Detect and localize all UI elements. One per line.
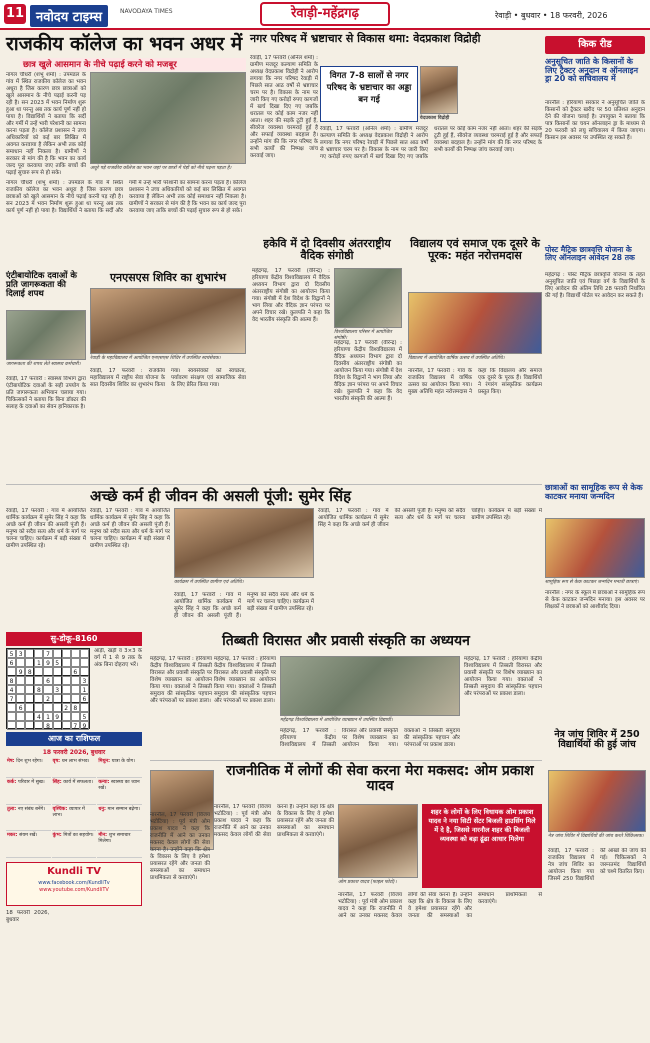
sudoku-cell[interactable]: 1 [80,685,89,694]
kick-body-2: महेंद्रगढ़ : पोस्ट मैट्रिक छात्रवृत्ति योजना के तहत अनुसूचित जाति एवं पिछड़ा वर्ग के विद्यार्थियों के लिए आवेदन की अंतिम तिथि 28 फरवरी निर्धारित की गई है। विद्यार्थी पोर्टल पर आवेदन कर सकते हैं। [545,272,645,299]
sudoku-cell[interactable] [80,667,89,676]
rashifal-item [97,806,142,832]
sudoku-cell[interactable] [25,649,34,658]
rashifal-text-item: स्वास्थ्य का ध्यान रखें। [98,779,140,791]
rashifal-grid [6,758,142,858]
rashifal-item [52,832,97,858]
sudoku-cell[interactable]: 3 [16,649,25,658]
karma-photo [174,508,314,578]
page-number: 11 [4,4,26,24]
kick-headline-3: छात्राओं का सामूहिक रूप से केक काटकर मनाया जन्मदिन [545,483,643,501]
rashifal-text-item: धन लाभ संभव। [61,759,90,764]
eye-photo [548,770,646,832]
antibiotic-headline: एंटीबायोटिक दवाओं के प्रति जागरूकता की दिलाई शपथ [6,271,77,300]
sudoku-cell[interactable] [62,667,71,676]
kundli-ad-yt[interactable]: www.youtube.com/KundliTV [39,887,109,893]
corruption-pullquote: विगत 7-8 सालों से नगर परिषद के भ्रष्टाचार का अड्डा बन गई [320,66,418,122]
karma-body-3: रेवाड़ी, 17 फरवरी : गांव में आयोजित धार्मिक कार्यक्रम में सुमेर सिंह ने कहा कि अच्छे कर्म ही जीवन की असली पूंजी हैं। मनुष्य को सदैव सत्य और धर्म के मार्ग पर चलना चाहिए। कार्यक्रम में बड़ी संख्या में ग्रामीण उपस्थित रहे। [174,592,314,619]
sudoku-cell[interactable] [43,685,52,694]
sudoku-cell[interactable] [16,721,25,730]
society-headline: विद्यालय एवं समाज एक दूसरे के पूरक: महंत नरोत्तमदास [410,237,540,262]
sudoku-cell[interactable]: 1 [34,658,43,667]
antibiotic-photo [6,310,86,360]
sudoku-cell[interactable]: 4 [34,712,43,721]
tibet-headline: तिब्बती विरासत और प्रवासी संस्कृति का अध्ययन [222,633,470,649]
karma-body-2: रेवाड़ी, 17 फरवरी : गांव में आयोजित धार्मिक कार्यक्रम में सुमेर सिंह ने कहा कि अच्छे कर्म ही जीवन की असली पूंजी हैं। मनुष्य को सदैव सत्य और धर्म के मार्ग पर चलना चाहिए। कार्यक्रम में बड़ी संख्या में ग्रामीण उपस्थित रहे। [90,508,170,549]
sudoku-cell[interactable] [62,712,71,721]
sudoku-cell[interactable] [80,703,89,712]
section-title: रेवाड़ी-महेंद्रगढ़ [260,2,390,26]
rashifal-text-item: व्यापार में लाभ। [52,806,85,818]
sudoku-cell[interactable] [71,694,80,703]
sudoku-cell[interactable]: 8 [34,685,43,694]
sudoku-cell[interactable]: 3 [53,685,62,694]
sudoku-cell[interactable]: 8 [71,703,80,712]
sudoku-cell[interactable]: 9 [16,667,25,676]
sudoku-cell[interactable] [34,676,43,685]
sudoku-cell[interactable] [80,658,89,667]
tibet-photo [280,656,460,716]
vedic-headline: हकेवि में दो दिवसीय अंतरराष्ट्रीय वैदिक संगोष्ठी [263,237,391,262]
society-photo [408,292,542,354]
sudoku-cell[interactable]: 6 [7,658,16,667]
sudoku-cell[interactable]: 8 [7,676,16,685]
rashifal-item [97,832,142,858]
corruption-person-name: वेदप्रकाश विद्रोही [420,116,450,121]
sudoku-cell[interactable]: 1 [43,712,52,721]
rashifal-sign: मकर: [7,833,20,839]
divider [6,484,542,485]
rashifal-text-item: मित्रों का सहयोग। [63,833,94,839]
sudoku-cell[interactable]: 6 [71,667,80,676]
rashifal-sign: वृश्चिक: [52,806,69,812]
sudoku-cell[interactable]: 6 [16,703,25,712]
corruption-body-1: रेवाड़ी, 17 फरवरी (अनिल शर्मा) : ग्रामीण मजदूर कल्याण समिति के अध्यक्ष वेदप्रकाश विद्रोही ने आरोप लगाया कि नगर परिषद रेवाड़ी में पिछले सात आठ वर्षों से भ्रष्टाचार चरम पर है। विकास के नाम पर जारी किए गए करोड़ों रुपए कागजों में खर्च दिखा दिए गए जबकि धरातल पर कोई काम नजर नहीं आता। शहर की सड़कें टूटी हुई हैं, सीवरेज व्यवस्था चरमराई हुई है और सफाई व्यवस्था बदहाल है। उन्होंने मांग की कि नगर परिषद के सभी कार्यों की निष्पक्ष जांच करवाई जाए। [250,55,318,159]
rashifal-sign: कन्या: [98,779,112,785]
sudoku-cell[interactable]: 9 [53,712,62,721]
rashifal-text-item: नए संबंध बनेंगे। [17,806,46,812]
rashifal-sign: वृष: [52,759,62,764]
sudoku-cell[interactable] [7,721,16,730]
sudoku-cell[interactable] [7,712,16,721]
sudoku-cell[interactable] [43,703,52,712]
vedic-photo [334,268,402,328]
rashifal-sign: मिथुन: [98,759,112,764]
sudoku-cell[interactable] [53,676,62,685]
rashifal-text-item: संयम रखें। [19,833,38,839]
sudoku-cell[interactable]: 9 [43,658,52,667]
politics-body-1: नारनौल, 17 फरवरी (विजय भटोटिया) : पूर्व मंत्री ओम प्रकाश यादव ने कहा कि राजनीति में आने का उनका मकसद केवल लोगों की सेवा करना है। उन्होंने कहा कि क्षेत्र के विकास के लिए वे हमेशा प्रयासरत रहेंगे और जनता की समस्याओं का समाधान प्राथमिकता से करवाएंगे। [150,812,210,881]
kick-read-label: किक रीड [545,36,645,54]
rashifal-sign: तुला: [7,806,18,812]
eye-headline: नेत्र जांच शिविर में 250 विद्यार्थियों की हुई जांच [554,729,640,751]
sudoku-cell[interactable] [53,694,62,703]
corruption-body-2: रेवाड़ी, 17 फरवरी (अनिल शर्मा) : ग्रामीण मजदूर कल्याण समिति के अध्यक्ष वेदप्रकाश विद्रोही ने आरोप लगाया कि नगर परिषद रेवाड़ी में पिछले सात आठ वर्षों से भ्रष्टाचार चरम पर है। विकास के नाम पर जारी किए गए करोड़ों रुपए कागजों में खर्च दिखा दिए गए जबकि धरातल पर कोई काम नजर नहीं आता। शहर की सड़कें टूटी हुई हैं, सीवरेज व्यवस्था चरमराई हुई है और सफाई व्यवस्था बदहाल है। उन्होंने मांग की कि नगर परिषद के सभी कार्यों की निष्पक्ष जांच करवाई जाए। [320,126,542,160]
eye-caption: नेत्र जांच शिविर में विद्यार्थियों की जांच करते चिकित्सक। [548,834,644,839]
brand-logo: नवोदय टाइम्स [30,5,108,27]
karma-headline: अच्छे कर्म ही जीवन की असली पूंजी: सुमेर सिंह [90,487,352,505]
sudoku-cell[interactable] [25,685,34,694]
karma-body-1: रेवाड़ी, 17 फरवरी : गांव में आयोजित धार्मिक कार्यक्रम में सुमेर सिंह ने कहा कि अच्छे कर्म ही जीवन की असली पूंजी हैं। मनुष्य को सदैव सत्य और धर्म के मार्ग पर चलना चाहिए। कार्यक्रम में बड़ी संख्या में ग्रामीण उपस्थित रहे। [6,508,86,549]
sudoku-cell[interactable] [62,676,71,685]
rashifal-sign: धनु: [98,806,108,812]
sudoku-cell[interactable]: 2 [62,703,71,712]
nss-photo [90,288,246,354]
rashifal-item [52,758,97,778]
corruption-person-photo [420,66,458,114]
nss-body: रेवाड़ी, 17 फरवरी : राजकीय महाविद्यालय में राष्ट्रीय सेवा योजना के सात दिवसीय शिविर का शुभारंभ किया गया। स्वयंसेवकों को स्वच्छता, पर्यावरण संरक्षण एवं सामाजिक सेवा के लिए प्रेरित किया गया। [90,368,246,388]
sudoku-cell[interactable] [80,649,89,658]
kick-headline-2: पोस्ट मैट्रिक छात्रवृत्ति योजना के लिए ऑनलाइन आवेदन 28 तक [545,245,635,263]
sudoku-cell[interactable] [25,703,34,712]
sudoku-cell[interactable] [43,667,52,676]
politics-body-3: नारनौल, 17 फरवरी (विजय भटोटिया) : पूर्व मंत्री ओम प्रकाश यादव ने कहा कि राजनीति में आने का उनका मकसद केवल लोगों की सेवा करना है। उन्होंने कहा कि क्षेत्र के विकास के लिए वे हमेशा प्रयासरत रहेंगे और जनता की समस्याओं का समाधान प्राथमिकता से करवाएंगे। [338,892,542,919]
vedic-body-2: महेंद्रगढ़, 17 फरवरी (वीरेन्द्र) : हरियाणा केंद्रीय विश्वविद्यालय में वैदिक अध्ययन विभाग द्वारा दो दिवसीय अंतरराष्ट्रीय संगोष्ठी का आयोजन किया गया। संगोष्ठी में देश विदेश के विद्वानों ने भाग लिया और वैदिक ज्ञान परंपरा पर अपने विचार रखे। कुलपति ने कहा कि वेद भारतीय संस्कृति की आत्मा हैं। [334,340,402,402]
sudoku-cell[interactable] [25,712,34,721]
sudoku-cell[interactable] [25,658,34,667]
sudoku-cell[interactable] [16,658,25,667]
rashifal-sign: कुंभ: [52,833,64,839]
sudoku-cell[interactable]: 6 [43,676,52,685]
sudoku-cell[interactable]: 5 [53,658,62,667]
karma-caption: कार्यक्रम में उपस्थित ग्रामीण एवं अतिथि। [174,580,244,585]
sudoku-cell[interactable] [16,685,25,694]
rashifal-item [97,758,142,778]
antibiotic-body: रेवाड़ी, 17 फरवरी : स्वास्थ्य विभाग द्वारा एंटीबायोटिक दवाओं के सही उपयोग के प्रति जागरूकता अभियान चलाया गया। चिकित्सकों ने बताया कि बिना डॉक्टर की सलाह के दवाओं का सेवन हानिकारक है। [6,376,86,410]
tibet-body-3: महेंद्रगढ़, 17 फरवरी : हरियाणा केंद्रीय विश्वविद्यालय में तिब्बती विरासत और प्रवासी संस्कृति पर विशेष व्याख्यान का आयोजन किया गया। वक्ताओं ने तिब्बती समुदाय की सांस्कृतिक पहचान और परंपराओं पर प्रकाश डाला। [280,728,460,748]
sudoku-cell[interactable]: 9 [80,721,89,730]
rashifal-item [6,832,51,858]
vedic-body-1: महेंद्रगढ़, 17 फरवरी (वीरेन्द्र) : हरियाणा केंद्रीय विश्वविद्यालय में वैदिक अध्ययन विभाग द्वारा दो दिवसीय अंतरराष्ट्रीय संगोष्ठी का आयोजन किया गया। संगोष्ठी में देश विदेश के विद्वानों ने भाग लिया और वैदिक ज्ञान परंपरा पर अपने विचार रखे। कुलपति ने कहा कि वेद भारतीय संस्कृति की आत्मा हैं। [252,268,330,323]
nss-headline: एनएसएस शिविर का शुभारंभ [109,271,227,284]
rashifal-text: 18 फरवरी 2026, बुधवार [6,910,50,923]
sudoku-cell[interactable] [25,676,34,685]
lead-headline: राजकीय कॉलेज का भवन अधर में [6,33,243,55]
sudoku-grid[interactable] [6,648,90,729]
rashifal-item [6,758,51,778]
rashifal-sign: सिंह: [52,779,64,785]
corruption-headline: नगर परिषद में भ्रष्टाचार से विकास थमा: वेदप्रकाश विद्रोही [250,32,481,45]
kundli-ad [6,862,142,906]
sudoku-cell[interactable]: 8 [25,667,34,676]
sudoku-cell[interactable] [71,685,80,694]
sudoku-cell[interactable] [25,694,34,703]
kick-photo-3 [545,518,645,578]
society-caption: विद्यालय में आयोजित वार्षिक उत्सव में उपस्थित अतिथि। [408,356,505,361]
sudoku-cell[interactable] [71,676,80,685]
sudoku-cell[interactable] [62,685,71,694]
kundli-ad-fb[interactable]: www.facebook.com/KundliTv [38,880,110,886]
rashifal-date: 18 फरवरी 2026, बुधवार [42,749,106,756]
sudoku-cell[interactable] [34,721,43,730]
lead-body-cont: नांगल चौधरी (शंभू शर्मा) : उपमंडल के गांव में स्थित राजकीय कॉलेज का भवन अधूरा है जिस कारण छात्र छात्राओं को खुले आसमान के नीचे पढ़ाई करनी पड़ रही है। सन 2023 में भवन निर्माण शुरू हुआ था परन्तु अब तक कार्य पूर्ण नहीं हो पाया है। विद्यार्थियों ने बताया कि सर्दी और गर्मी में उन्हें भारी परेशानी का सामना करना पड़ता है। कॉलेज प्रशासन ने उच्च अधिकारियों को कई बार लिखित में अवगत करवाया है लेकिन अभी तक कोई समाधान नहीं निकला है। ग्रामीणों ने सरकार से मांग की है कि भवन का कार्य जल्द पूरा करवाया जाए ताकि बच्चों की पढ़ाई सुचारु रूप से हो सके। [6,180,246,214]
nss-caption: रेवाड़ी के महाविद्यालय में आयोजित एनएसएस शिविर में उपस्थित स्वयंसेवक। [90,356,221,361]
sudoku-cell[interactable] [53,721,62,730]
politics-body-2: नारनौल, 17 फरवरी (विजय भटोटिया) : पूर्व मंत्री ओम प्रकाश यादव ने कहा कि राजनीति में आने का उनका मकसद केवल लोगों की सेवा करना है। उन्होंने कहा कि क्षेत्र के विकास के लिए वे हमेशा प्रयासरत रहेंगे और जनता की समस्याओं का समाधान प्राथमिकता से करवाएंगे। [214,804,334,838]
sudoku-cell[interactable] [7,703,16,712]
sudoku-cell[interactable] [53,649,62,658]
tibet-body-1: महेंद्रगढ़, 17 फरवरी : हरियाणा केंद्रीय विश्वविद्यालय में तिब्बती विरासत और प्रवासी संस्कृति पर विशेष व्याख्यान का आयोजन किया गया। वक्ताओं ने तिब्बती समुदाय की सांस्कृतिक पहचान और परंपराओं पर प्रकाश डाला। [150,656,212,704]
sudoku-cell[interactable]: 4 [7,685,16,694]
sudoku-label: सु-डोकू-8160 [6,632,142,646]
brand-tagline: NAVODAYA TIMES [120,8,173,15]
kick-caption-3: सामूहिक रूप से केक काटकर जन्मदिन मनाती छात्राएं। [545,580,639,585]
karma-body-4: रेवाड़ी, 17 फरवरी : गांव में आयोजित धार्मिक कार्यक्रम में सुमेर सिंह ने कहा कि अच्छे कर्म ही जीवन की असली पूंजी हैं। मनुष्य को सदैव सत्य और धर्म के मार्ग पर चलना चाहिए। कार्यक्रम में बड़ी संख्या में ग्रामीण उपस्थित रहे। [318,508,542,528]
rashifal-item [97,779,142,805]
rashifal-sign: मीन: [98,833,109,839]
sudoku-cell[interactable]: 3 [80,676,89,685]
rashifal-text-item: दिन शुभ रहेगा। [16,759,43,764]
sudoku-cell[interactable]: 6 [80,694,89,703]
politics-photo [338,804,418,878]
sudoku-hint: आड़ी, खड़ी व 3×3 के वर्ग में 1 से 9 तक के अंक बिना दोहराए भरें। [94,648,142,668]
sudoku-cell[interactable] [53,703,62,712]
rashifal-item [6,806,51,832]
sudoku-cell[interactable]: 5 [80,712,89,721]
rashifal-text-item: मान सम्मान बढ़ेगा। [107,806,141,812]
vedic-caption: विश्वविद्यालय परिसर में आयोजित संगोष्ठी। [334,330,392,341]
society-body: नारनौल, 17 फरवरी : गांव के राजकीय विद्यालय में वार्षिक उत्सव का आयोजन किया गया। मुख्य अतिथि महंत नरोत्तमदास ने कहा कि विद्यालय और समाज एक दूसरे के पूरक हैं। विद्यार्थियों ने रंगारंग सांस्कृतिक कार्यक्रम प्रस्तुत किए। [408,368,542,395]
sudoku-cell[interactable] [71,658,80,667]
politics-callout: शहर के लोगों के लिए विधायक ओम प्रकाश यादव ने नया सिटी सेंटर बिजली हाउसिंग मिले में दे है, जिससे नारनौल शहर की बिजली व्यवस्था को बड़ा ढूंढा आधार मिलेगा [422,804,542,888]
sudoku-cell[interactable] [62,694,71,703]
rashifal-item [6,779,51,805]
rashifal-sign: मेष: [7,759,17,764]
sudoku-cell[interactable] [34,649,43,658]
kick-body-1: नारनौल : हरियाणा सरकार ने अनुसूचित जाति के किसानों को ट्रैक्टर खरीद पर 50 प्रतिशत अनुदान देने की योजना चलाई है। उपायुक्त ने बताया कि पात्र किसानों का चयन ऑनलाइन ड्रा के माध्यम से 20 फरवरी को लघु सचिवालय में किया जाएगा। किसान इस अवसर पर उपस्थित रह सकते हैं। [545,100,645,141]
sudoku-cell[interactable] [71,712,80,721]
lead-subhead: छात्र खुले आसमान के नीचे पढ़ाई करने को मजबूर [20,58,246,71]
sudoku-cell[interactable]: 7 [43,649,52,658]
divider-2 [150,760,542,761]
sudoku-cell[interactable] [34,703,43,712]
rashifal-text-item: यात्रा के योग। [111,759,135,764]
rashifal-text-item: कार्य में सफलता। [63,779,93,785]
politics-caption: ओम प्रकाश यादव (फाइल फोटो)। [338,880,397,885]
sudoku-cell[interactable] [62,649,71,658]
sudoku-cell[interactable] [16,712,25,721]
rashifal-sign: कर्क: [7,779,18,785]
tibet-body-2: महेंद्रगढ़, 17 फरवरी : हरियाणा केंद्रीय विश्वविद्यालय में तिब्बती विरासत और प्रवासी संस्कृति पर विशेष व्याख्यान का आयोजन किया गया। वक्ताओं ने तिब्बती समुदाय की सांस्कृतिक पहचान और परंपराओं पर प्रकाश डाला। [214,656,276,704]
kick-headline-1: अनुसूचित जाति के किसानों के लिए ट्रैक्टर अनुदान व ऑनलाइन ड्रा 20 को सचिवालय में [545,57,639,84]
sudoku-cell[interactable] [16,694,25,703]
sudoku-cell[interactable] [25,721,34,730]
rashifal-item [52,779,97,805]
kick-body-3: नारनौल : नगर के स्कूल में छात्राओं ने सामूहिक रूप से केक काटकर जन्मदिन मनाया। इस अवसर पर शिक्षकों ने छात्राओं को आशीर्वाद दिया। [545,590,645,610]
sudoku-cell[interactable] [34,694,43,703]
sudoku-cell[interactable]: 7 [7,694,16,703]
rashifal-text-item: शुभ समाचार मिलेगा। [98,833,131,845]
rashifal-text-item: परिवार में सुख। [17,779,45,785]
sudoku-cell[interactable] [71,649,80,658]
lead-photo [90,72,246,164]
kundli-ad-title: Kundli TV [47,866,101,877]
sudoku-cell[interactable] [16,676,25,685]
sudoku-cell[interactable] [62,721,71,730]
politics-headline: राजनीतिक में लोगों की सेवा करना मेरा मकसद: ओम प्रकाश यादव [226,763,534,795]
dateline: रेवाड़ी • बुधवार • 18 फरवरी, 2026 [495,11,608,20]
sudoku-cell[interactable]: 2 [43,694,52,703]
sudoku-cell[interactable] [53,667,62,676]
tibet-body-4: महेंद्रगढ़, 17 फरवरी : हरियाणा केंद्रीय विश्वविद्यालय में तिब्बती विरासत और प्रवासी संस्कृति पर विशेष व्याख्यान का आयोजन किया गया। वक्ताओं ने तिब्बती समुदाय की सांस्कृतिक पहचान और परंपराओं पर प्रकाश डाला। [464,656,542,697]
sudoku-cell[interactable] [34,667,43,676]
sudoku-cell[interactable] [7,667,16,676]
sudoku-cell[interactable]: 8 [43,721,52,730]
lead-caption: अधूरे पड़े राजकीय कॉलेज का भवन जहां पर छात्रों में पेड़ों को नीचे पढ़ना पड़ता है। [90,166,232,171]
sudoku-cell[interactable]: 5 [7,649,16,658]
lead-body: नांगल चौधरी (शंभू शर्मा) : उपमंडल के गांव में स्थित राजकीय कॉलेज का भवन अधूरा है जिस कारण छात्र छात्राओं को खुले आसमान के नीचे पढ़ाई करनी पड़ रही है। सन 2023 में भवन निर्माण शुरू हुआ था परन्तु अब तक कार्य पूर्ण नहीं हो पाया है। विद्यार्थियों ने बताया कि सर्दी और गर्मी में उन्हें भारी परेशानी का सामना करना पड़ता है। कॉलेज प्रशासन ने उच्च अधिकारियों को कई बार लिखित में अवगत करवाया है लेकिन अभी तक कोई समाधान नहीं निकला है। ग्रामीणों ने सरकार से मांग की है कि भवन का कार्य जल्द पूरा करवाया जाए ताकि बच्चों की पढ़ाई सुचारु रूप से हो सके। [6,72,86,176]
tibet-caption: महेंद्रगढ़ विश्वविद्यालय में आयोजित व्याख्यान में उपस्थित विद्यार्थी। [280,718,393,723]
rashifal-item [52,806,97,832]
sudoku-cell[interactable]: 7 [71,721,80,730]
sudoku-cell[interactable] [62,658,71,667]
antibiotic-caption: जागरूकता की शपथ लेते स्वास्थ्य कर्मचारी। [6,362,81,367]
eye-body: रेवाड़ी, 17 फरवरी : राजकीय विद्यालय में नेत्र जांच शिविर का आयोजन किया गया जिसमें 250 विद्यार्थियों की आंखों की जांच की गई। चिकित्सकों ने जरूरतमंद विद्यार्थियों को चश्मे वितरित किए। [548,848,646,882]
rashifal-label: आज का राशिफल [6,732,142,746]
